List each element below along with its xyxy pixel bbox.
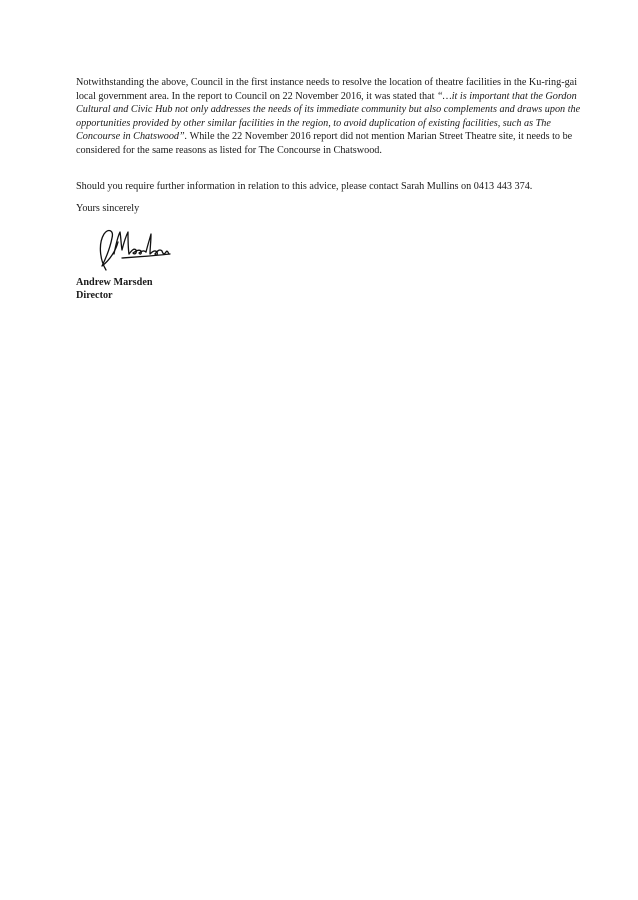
signer-title: Director bbox=[76, 289, 113, 301]
closing-salutation: Yours sincerely bbox=[76, 203, 140, 215]
paragraph-1-intro: Notwithstanding the above, Council in the first instance needs to resolve the location of theatre facilities in the Ku-ring-gai local government area. In the report to Council on 22 November 2016, it was stated that bbox=[76, 77, 578, 102]
paragraph-1-conclusion: While the 22 November 2016 report did not mention Marian Street Theatre site, it needs to be considered for the same reasons as listed for The Concourse in Chatswood. bbox=[76, 131, 573, 156]
letter-body bbox=[76, 76, 596, 302]
paragraph-theatre-location bbox=[76, 76, 596, 158]
paragraph-contact: Should you require further information in relation to this advice, please contact Sarah Mullins on 0413 443 374. bbox=[76, 180, 533, 192]
handwritten-signature bbox=[92, 224, 176, 274]
paragraph-1-quote: “…it is important that the Gordon Cultural and Civic Hub not only addresses the needs of its immediate community but also complements and draws upon the opportunities provided by other similar facilities in the region, to avoid duplication of existing facilities, such as The Concourse in Chatswood”. bbox=[76, 90, 581, 143]
signer-name: Andrew Marsden bbox=[76, 276, 153, 288]
